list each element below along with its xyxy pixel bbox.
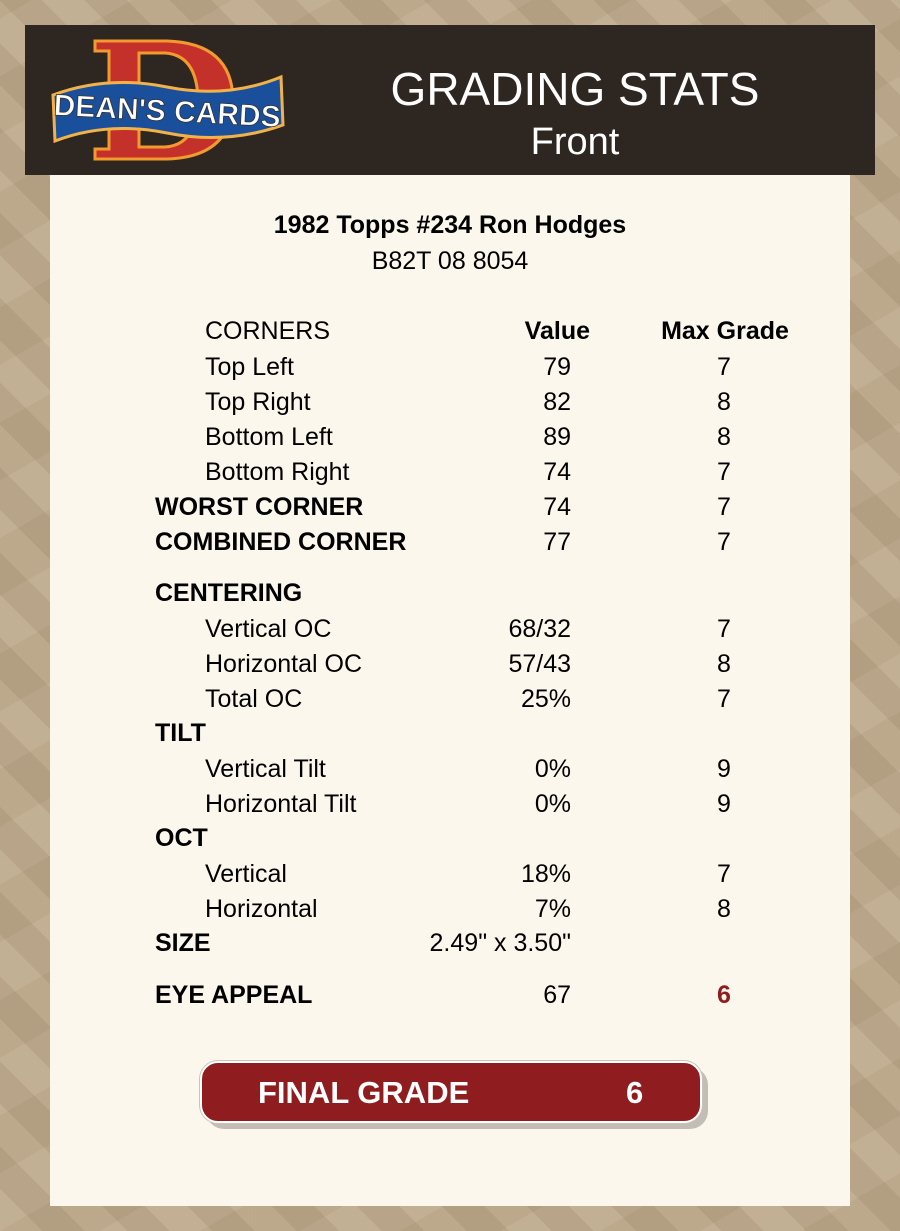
table-row <box>0 894 900 924</box>
row-label: SIZE <box>155 929 211 957</box>
card-code: B82T 08 8054 <box>371 247 529 275</box>
row-label: Horizontal Tilt <box>205 790 357 818</box>
table-row <box>0 980 900 1010</box>
row-value: 0% <box>534 790 571 818</box>
row-value: 79 <box>543 353 571 381</box>
table-row <box>0 422 900 452</box>
row-max-grade: 8 <box>717 423 731 451</box>
table-row <box>0 614 900 644</box>
row-value: 18% <box>520 860 571 888</box>
table-row <box>0 718 900 748</box>
row-value: 82 <box>543 388 571 416</box>
table-row <box>0 457 900 487</box>
row-value: 0% <box>534 755 571 783</box>
row-label: Horizontal <box>205 895 318 923</box>
table-row <box>0 352 900 382</box>
row-max-grade: 6 <box>717 981 731 1009</box>
row-value: 57/43 <box>508 650 571 678</box>
row-max-grade: 7 <box>717 353 731 381</box>
table-row <box>0 649 900 679</box>
row-label: Vertical OC <box>205 615 332 643</box>
row-label: Top Right <box>205 388 311 416</box>
page-subtitle: Front <box>530 121 620 163</box>
table-row <box>0 859 900 889</box>
row-label: Top Left <box>205 353 294 381</box>
column-header-max-grade: Max Grade <box>661 317 789 345</box>
row-max-grade: 7 <box>717 493 731 521</box>
table-row <box>0 492 900 522</box>
svg-text:DEAN'S CARDS: DEAN'S CARDS <box>52 89 282 134</box>
row-label: Bottom Left <box>205 423 333 451</box>
table-row <box>0 684 900 714</box>
table-row <box>0 789 900 819</box>
row-value: 74 <box>543 458 571 486</box>
row-max-grade: 7 <box>717 685 731 713</box>
row-label: Vertical Tilt <box>205 755 326 783</box>
card-name: 1982 Topps #234 Ron Hodges <box>273 211 627 239</box>
row-label: COMBINED CORNER <box>155 528 407 556</box>
row-max-grade: 7 <box>717 458 731 486</box>
row-max-grade: 7 <box>717 615 731 643</box>
row-max-grade: 9 <box>717 755 731 783</box>
row-value: 89 <box>543 423 571 451</box>
header <box>25 25 875 175</box>
row-label: OCT <box>155 824 208 852</box>
row-max-grade: 8 <box>717 388 731 416</box>
row-label: Bottom Right <box>205 458 350 486</box>
row-label: Vertical <box>205 860 287 888</box>
row-value: 68/32 <box>508 615 571 643</box>
row-max-grade: 9 <box>717 790 731 818</box>
column-header-value: Value <box>524 317 590 345</box>
row-label: CENTERING <box>155 579 303 607</box>
row-label: CORNERS <box>205 317 331 345</box>
row-max-grade: 8 <box>717 650 731 678</box>
final-grade-label: FINAL GRADE <box>258 1075 470 1110</box>
row-max-grade: 7 <box>717 860 731 888</box>
row-value: 77 <box>543 528 571 556</box>
row-label: EYE APPEAL <box>155 981 313 1009</box>
row-value: 2.49" x 3.50" <box>429 929 571 957</box>
table-row <box>0 754 900 784</box>
final-grade-value: 6 <box>626 1075 644 1110</box>
table-row <box>0 928 900 958</box>
final-grade-badge <box>200 1061 702 1123</box>
row-max-grade: 8 <box>717 895 731 923</box>
table-row <box>0 578 900 608</box>
deans-cards-logo <box>47 37 287 163</box>
row-value: 74 <box>543 493 571 521</box>
table-row <box>0 387 900 417</box>
table-row <box>0 823 900 853</box>
row-label: WORST CORNER <box>155 493 364 521</box>
row-label: Total OC <box>205 685 303 713</box>
row-label: Horizontal OC <box>205 650 362 678</box>
row-label: TILT <box>155 719 206 747</box>
row-value: 7% <box>534 895 571 923</box>
row-value: 67 <box>543 981 571 1009</box>
table-row <box>0 527 900 557</box>
table-row <box>0 316 900 346</box>
page-title: GRADING STATS <box>390 63 760 115</box>
row-value: 25% <box>520 685 571 713</box>
row-max-grade: 7 <box>717 528 731 556</box>
